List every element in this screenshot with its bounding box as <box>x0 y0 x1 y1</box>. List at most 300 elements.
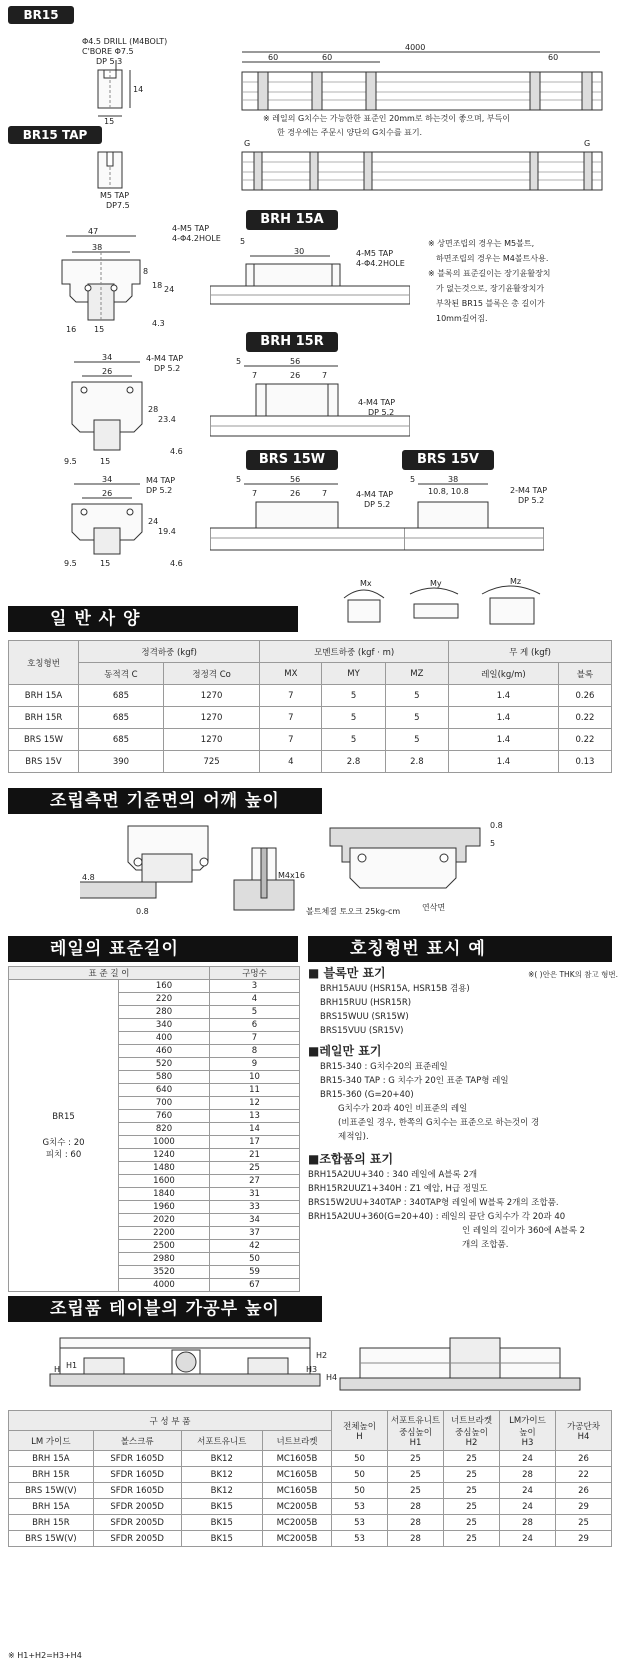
w-24: 24 <box>148 517 159 526</box>
machining-cell-h3: 28 <box>500 1467 556 1483</box>
naming-block-line: BRS15WUU (SR15W) <box>320 1012 409 1022</box>
a-hole2: 4-Φ4.2HOLE <box>356 259 405 268</box>
w-15: 15 <box>100 559 111 568</box>
naming-rail-title: ■레일만 표기 <box>308 1044 382 1058</box>
machining-row <box>9 1483 612 1499</box>
machining-cell-nut: MC2005B <box>262 1499 331 1515</box>
mach-h-total: 전체높이 <box>343 1421 376 1432</box>
shoulder-section-title: 조립측면 기준면의 어깨 높이 <box>8 788 322 814</box>
rail-std-holes: 12 <box>210 1097 300 1110</box>
naming-block-title: ■ 블록만 표기 <box>308 966 386 980</box>
machining-cell-lm: BRS 15W(V) <box>9 1483 94 1499</box>
w-46: 4.6 <box>170 559 183 568</box>
rail-std-h-holes: 구멍수 <box>210 967 300 980</box>
machining-cell-h4: 25 <box>556 1515 612 1531</box>
spec-cell-model: BRH 15A <box>9 685 79 707</box>
naming-block-line: BRS15VUU (SR15V) <box>320 1026 404 1036</box>
rail-pitch-c-label: 60 <box>548 53 559 62</box>
spec-cell-c: 685 <box>79 685 164 707</box>
spec-h-weight: 무 게 (kgf) <box>449 641 612 663</box>
w-26: 26 <box>102 489 113 498</box>
rail-std-holes: 50 <box>210 1253 300 1266</box>
rail-std-model: BR15 <box>52 1111 75 1122</box>
rail-note-line2: 한 경우에는 주문시 양단의 G치수를 표기. <box>277 128 423 137</box>
naming-combo-line: BRH15R2UUZ1+340H : Z1 예압, H급 정밀도 <box>308 1184 488 1194</box>
mach-h-lm: LM 가이드 <box>9 1431 94 1451</box>
v-dp: DP 5.2 <box>518 496 545 505</box>
rail-std-holes: 8 <box>210 1045 300 1058</box>
rail-std-holes: 9 <box>210 1058 300 1071</box>
machining-cell-h3: 28 <box>500 1515 556 1531</box>
sh-corner: 연삭면 <box>422 903 446 912</box>
naming-rail-line: BR15-340 TAP : G 치수가 20인 표준 TAP형 레일 <box>320 1076 509 1086</box>
r-26b: 26 <box>290 371 301 380</box>
w-7b: 7 <box>322 489 328 498</box>
rail-std-holes: 37 <box>210 1227 300 1240</box>
machining-cell-ball: SFDR 1605D <box>93 1451 181 1467</box>
machining-cell-sup: BK12 <box>181 1483 262 1499</box>
machining-cell-nut: MC2005B <box>262 1531 331 1547</box>
machining-cell-lm: BRH 15R <box>9 1515 94 1531</box>
br15-width-label: 15 <box>104 117 115 125</box>
rail-std-length: 640 <box>119 1084 210 1097</box>
mach-h-support: 서포트유니트 <box>181 1431 262 1451</box>
rail-std-length: 220 <box>119 993 210 1006</box>
machining-cell-h: 50 <box>332 1451 388 1467</box>
rail-std-length: 2020 <box>119 1214 210 1227</box>
rail-std-holes: 3 <box>210 980 300 993</box>
brs15w-tag: BRS 15W <box>246 450 338 470</box>
naming-rail-line: 제적임). <box>338 1132 369 1142</box>
spec-cell-c: 685 <box>79 729 164 751</box>
brs15w-side-view <box>210 474 410 556</box>
naming-combo-line: BRH15A2UU+340 : 340 레일에 A블록 2개 <box>308 1170 478 1180</box>
machining-row <box>9 1515 612 1531</box>
spec-cell-model: BRS 15V <box>9 751 79 773</box>
mach-h-sup3: H1 <box>409 1437 422 1448</box>
spec-cell-mx: 7 <box>260 729 322 751</box>
brs15w-side-tap-labels <box>356 490 393 510</box>
a-18: 18 <box>152 281 163 290</box>
br15-cbore-label: C'BORE Φ7.5 <box>82 47 134 56</box>
rail-std-length: 700 <box>119 1097 210 1110</box>
machining-cell-sup: BK15 <box>181 1515 262 1531</box>
brh15r-tag: BRH 15R <box>246 332 338 352</box>
w-34: 34 <box>102 475 113 484</box>
naming-rail-line: G치수가 20과 40인 비표준의 레일 <box>338 1104 468 1114</box>
w-tap: M4 TAP <box>146 476 176 485</box>
br15-drill-label: Φ4.5 DRILL (M4BOLT) <box>82 37 168 46</box>
spec-cell-co: 725 <box>163 751 259 773</box>
rail-std-holes: 33 <box>210 1201 300 1214</box>
machining-cell-h4: 26 <box>556 1483 612 1499</box>
mach-h-nb3: H2 <box>465 1437 478 1448</box>
brs15w-tap-labels <box>146 476 175 496</box>
spec-row <box>9 707 612 729</box>
r-15: 15 <box>100 457 111 466</box>
mach-h-left: H <box>54 1365 61 1374</box>
machining-cell-h2: 25 <box>444 1531 500 1547</box>
rail-std-length: 280 <box>119 1006 210 1019</box>
rail-std-holes: 4 <box>210 993 300 1006</box>
sh-08a: 0.8 <box>136 907 149 916</box>
spec-section-title: 일 반 사 양 <box>8 606 298 632</box>
naming-block-note: ※( )안은 THK의 참고 형번. <box>528 970 618 979</box>
rail-std-length: 3520 <box>119 1266 210 1279</box>
mach-h-ball: 볼스크류 <box>93 1431 181 1451</box>
brh-note-5: 10mm길어짐. <box>436 314 488 323</box>
rail-pitch-b-label: 60 <box>322 53 333 62</box>
rail-std-row <box>9 980 300 993</box>
spec-h-my: MY <box>322 663 385 685</box>
rail-g-left: G <box>244 139 251 148</box>
machining-cell-h: 50 <box>332 1483 388 1499</box>
spec-h-moment: 모멘트하중 (kgf · m) <box>260 641 449 663</box>
naming-combo-line: 개의 조합품. <box>462 1240 509 1250</box>
spec-row <box>9 729 612 751</box>
rail-pitch-a-label: 60 <box>268 53 279 62</box>
machining-cell-h2: 25 <box>444 1451 500 1467</box>
sh-5: 5 <box>490 839 496 848</box>
r-dp2: DP 5.2 <box>368 408 395 417</box>
brh-note-1: 하면조립의 경우는 M4볼트사용. <box>436 254 549 263</box>
sh-m4x16: M4x16 <box>278 871 305 880</box>
a-4: 4.3 <box>152 319 165 328</box>
spec-table <box>8 640 612 773</box>
machining-cell-ball: SFDR 1605D <box>93 1483 181 1499</box>
spec-cell-rail: 1.4 <box>449 707 559 729</box>
moment-icons <box>330 578 580 633</box>
machining-cell-nut: MC1605B <box>262 1451 331 1467</box>
machining-diagram <box>40 1328 600 1406</box>
w-56: 56 <box>290 475 301 484</box>
spec-cell-c: 390 <box>79 751 164 773</box>
rail-std-length: 4000 <box>119 1279 210 1292</box>
rail-std-length: 1000 <box>119 1136 210 1149</box>
r-46: 4.6 <box>170 447 183 456</box>
br15-tag: BR15 <box>8 6 74 24</box>
rail-std-section-title: 레일의 표준길이 <box>8 936 298 962</box>
w-26b: 26 <box>290 489 301 498</box>
mach-h-lmh2: 높이 <box>519 1427 536 1438</box>
naming-block-line: BRH15RUU (HSR15R) <box>320 998 412 1008</box>
brh-note-4: 부착된 BR15 블록은 총 길이가 <box>436 299 545 308</box>
naming-combo-line: 인 레일의 길이가 360에 A블록 2 <box>462 1226 586 1236</box>
rail-std-holes: 67 <box>210 1279 300 1292</box>
mach-h-lmh3: H3 <box>521 1437 534 1448</box>
machining-row <box>9 1499 612 1515</box>
r-26: 26 <box>102 367 113 376</box>
machining-table <box>8 1410 612 1547</box>
rail-std-holes: 31 <box>210 1188 300 1201</box>
machining-cell-h2: 25 <box>444 1483 500 1499</box>
mach-h-nb2: 중심높이 <box>455 1427 488 1438</box>
machining-cell-lm: BRH 15R <box>9 1467 94 1483</box>
r-34: 34 <box>102 353 113 362</box>
spec-cell-mx: 7 <box>260 685 322 707</box>
spec-cell-block: 0.13 <box>558 751 611 773</box>
rail-std-holes: 7 <box>210 1032 300 1045</box>
machining-cell-h1: 28 <box>388 1515 444 1531</box>
rail-g-right: G <box>584 139 591 148</box>
a-24: 24 <box>164 285 175 294</box>
a-47: 47 <box>88 227 99 236</box>
a-hole: 4-Φ4.2HOLE <box>172 234 221 243</box>
rail-std-g: G치수 : 20 <box>42 1137 85 1148</box>
spec-h-rail: 레일(kg/m) <box>449 663 559 685</box>
brh15a-side-view <box>210 234 410 314</box>
rail-std-length: 2980 <box>119 1253 210 1266</box>
my-label: My <box>430 579 442 588</box>
shoulder-diagram <box>80 818 600 928</box>
br15-height-label: 14 <box>133 85 144 94</box>
mach-h-nut: 너트브라켓 <box>262 1431 331 1451</box>
rail-std-pitch: 피치 : 60 <box>45 1149 82 1160</box>
machining-cell-nut: MC1605B <box>262 1483 331 1499</box>
rail-std-h-len: 표 준 길 이 <box>9 967 210 980</box>
rail-std-table <box>8 966 300 1292</box>
r-7b: 7 <box>322 371 328 380</box>
mach-h4: H4 <box>326 1373 338 1382</box>
machining-cell-h1: 28 <box>388 1531 444 1547</box>
br15-dp-label: DP 5.3 <box>96 57 123 66</box>
machining-cell-h1: 25 <box>388 1451 444 1467</box>
brh15a-side-tap-labels <box>356 249 405 269</box>
rail-std-holes: 25 <box>210 1162 300 1175</box>
brh15a-tag: BRH 15A <box>246 210 338 230</box>
r-95: 9.5 <box>64 457 77 466</box>
v-tap: 2-M4 TAP <box>510 486 548 495</box>
spec-cell-mz: 2.8 <box>385 751 448 773</box>
rail-std-length: 2500 <box>119 1240 210 1253</box>
brs15v-tap-labels <box>510 486 547 506</box>
rail-std-length: 1960 <box>119 1201 210 1214</box>
mach-h-step2: H4 <box>577 1431 590 1442</box>
machining-cell-sup: BK12 <box>181 1467 262 1483</box>
spec-h-mx: MX <box>260 663 322 685</box>
spec-cell-co: 1270 <box>163 707 259 729</box>
rail-std-holes: 14 <box>210 1123 300 1136</box>
rail-std-length: 1240 <box>119 1149 210 1162</box>
machining-cell-nut: MC1605B <box>262 1467 331 1483</box>
brh-notes <box>428 236 618 326</box>
spec-cell-rail: 1.4 <box>449 729 559 751</box>
spec-cell-my: 5 <box>322 707 385 729</box>
machining-row <box>9 1467 612 1483</box>
machining-cell-h1: 25 <box>388 1467 444 1483</box>
machining-cell-lm: BRH 15A <box>9 1499 94 1515</box>
machining-cell-h3: 24 <box>500 1531 556 1547</box>
rail-std-length: 400 <box>119 1032 210 1045</box>
rail-std-holes: 21 <box>210 1149 300 1162</box>
spec-cell-rail: 1.4 <box>449 685 559 707</box>
sh-48: 4.8 <box>82 873 95 882</box>
brh-note-0: ※ 상면조립의 경우는 M5볼트, <box>428 239 535 248</box>
rail-std-holes: 59 <box>210 1266 300 1279</box>
rail-std-length: 820 <box>119 1123 210 1136</box>
spec-cell-block: 0.22 <box>558 707 611 729</box>
spec-cell-model: BRS 15W <box>9 729 79 751</box>
spec-h-model: 호칭형번 <box>9 641 79 685</box>
mach-h-parts: 구 성 부 품 <box>9 1411 332 1431</box>
spec-h-load: 정격하중 (kgf) <box>79 641 260 663</box>
rail-std-holes: 5 <box>210 1006 300 1019</box>
spec-h-block: 블록 <box>558 663 611 685</box>
machining-cell-sup: BK12 <box>181 1451 262 1467</box>
a-16: 16 <box>66 325 77 334</box>
a-side-5a: 5 <box>240 237 246 246</box>
rail-std-length: 1840 <box>119 1188 210 1201</box>
rail-std-length: 1600 <box>119 1175 210 1188</box>
a-side-30: 30 <box>294 247 305 256</box>
r-7a: 7 <box>252 371 258 380</box>
rail-std-length: 520 <box>119 1058 210 1071</box>
machining-cell-nut: MC2005B <box>262 1515 331 1531</box>
mach-h-step: 가공단차 <box>567 1421 600 1432</box>
r-dp: DP 5.2 <box>154 364 181 373</box>
sh-08b: 0.8 <box>490 821 503 830</box>
naming-rail-line: (비표준일 경우, 한쪽의 G치수는 표준으로 하는것이 경 <box>338 1118 540 1128</box>
spec-cell-my: 5 <box>322 729 385 751</box>
mach-h-lmh: LM가이드 <box>509 1415 546 1426</box>
a-tap: 4-M5 TAP <box>172 224 210 233</box>
br15tap-rail-section <box>60 148 150 210</box>
machining-cell-h: 53 <box>332 1531 388 1547</box>
rail-std-holes: 34 <box>210 1214 300 1227</box>
machining-cell-lm: BRS 15W(V) <box>9 1531 94 1547</box>
a-tap2: 4-M5 TAP <box>356 249 394 258</box>
spec-cell-mz: 5 <box>385 685 448 707</box>
mx-label: Mx <box>360 579 372 588</box>
spec-cell-my: 5 <box>322 685 385 707</box>
brh15r-side-tap-labels <box>358 398 395 418</box>
machining-cell-ball: SFDR 2005D <box>93 1531 181 1547</box>
machining-row <box>9 1451 612 1467</box>
naming-rail-line: BR15-340 : G치수20의 표준레일 <box>320 1062 448 1072</box>
machining-cell-h2: 25 <box>444 1515 500 1531</box>
spec-cell-rail: 1.4 <box>449 751 559 773</box>
rail-std-length: 1480 <box>119 1162 210 1175</box>
rail-std-holes: 10 <box>210 1071 300 1084</box>
machining-cell-h3: 24 <box>500 1451 556 1467</box>
machining-cell-h2: 25 <box>444 1467 500 1483</box>
machining-cell-ball: SFDR 1605D <box>93 1467 181 1483</box>
a-15: 15 <box>94 325 105 334</box>
r-5: 5 <box>236 357 242 366</box>
naming-block <box>308 966 618 1252</box>
spec-h-stat: 정정격 Co <box>163 663 259 685</box>
spec-cell-model: BRH 15R <box>9 707 79 729</box>
machining-cell-h: 53 <box>332 1515 388 1531</box>
machining-cell-lm: BRH 15A <box>9 1451 94 1467</box>
v-38: 38 <box>448 475 459 484</box>
a-8: 8 <box>143 267 149 276</box>
v-5: 5 <box>410 475 416 484</box>
spec-cell-mz: 5 <box>385 707 448 729</box>
machining-cell-h4: 29 <box>556 1531 612 1547</box>
br15-rail-section <box>60 30 190 125</box>
naming-section-title: 호칭형번 표시 예 <box>308 936 612 962</box>
rail-std-length: 160 <box>119 980 210 993</box>
br15tap-tag: BR15 TAP <box>8 126 102 144</box>
spec-cell-c: 685 <box>79 707 164 729</box>
naming-block-line: BRH15AUU (HSR15A, HSR15B 겸용) <box>320 984 470 994</box>
rail-std-holes: 6 <box>210 1019 300 1032</box>
rail-std-model-cell <box>9 980 119 1292</box>
spec-cell-my: 2.8 <box>322 751 385 773</box>
spec-cell-mx: 4 <box>260 751 322 773</box>
naming-combo-title: ■조합품의 표기 <box>308 1152 394 1166</box>
mach-h-sup2: 중심높이 <box>399 1427 432 1438</box>
rail-std-length: 460 <box>119 1045 210 1058</box>
machining-section-title: 조립품 테이블의 가공부 높이 <box>8 1296 322 1322</box>
sh-bolt: 볼트체결 토오크 25kg-cm <box>306 907 401 916</box>
rail-length-label: 4000 <box>405 43 426 52</box>
rail-std-holes: 27 <box>210 1175 300 1188</box>
spec-row <box>9 685 612 707</box>
w-194: 19.4 <box>158 527 176 536</box>
r-28: 28 <box>148 405 159 414</box>
naming-combo-line: BRS15W2UU+340TAP : 340TAP형 레일에 W블록 2개의 조합품. <box>308 1198 559 1208</box>
spec-h-mz: MZ <box>385 663 448 685</box>
r-234: 23.4 <box>158 415 176 424</box>
w-dp: DP 5.2 <box>146 486 173 495</box>
spec-h-dyn: 동적격 C <box>79 663 164 685</box>
rail-g-note <box>263 112 613 140</box>
brh-note-2: ※ 블록의 표준길이는 장기윤활장치 <box>428 269 551 278</box>
machining-cell-h3: 24 <box>500 1499 556 1515</box>
brs15v-tag: BRS 15V <box>402 450 494 470</box>
spec-row <box>9 751 612 773</box>
v-108: 10.8, 10.8 <box>428 487 469 496</box>
br15tap-m5-label: M5 TAP <box>100 191 130 200</box>
machining-cell-h4: 26 <box>556 1451 612 1467</box>
machining-cell-ball: SFDR 2005D <box>93 1499 181 1515</box>
rail-std-holes: 13 <box>210 1110 300 1123</box>
r-56: 56 <box>290 357 301 366</box>
w-5: 5 <box>236 475 242 484</box>
rail-std-length: 760 <box>119 1110 210 1123</box>
machining-cell-h2: 25 <box>444 1499 500 1515</box>
rail-note-line1: ※ 레일의 G치수는 가능한한 표준인 20mm로 하는것이 좋으며, 부득이 <box>263 114 511 123</box>
brh-note-3: 가 없는것으로, 장기윤활장치가 <box>436 284 545 293</box>
brh15r-tap-labels <box>146 354 183 374</box>
mach-h1: H1 <box>66 1361 78 1370</box>
r-tap2: 4-M4 TAP <box>358 398 396 407</box>
rail-std-length: 2200 <box>119 1227 210 1240</box>
machining-cell-h4: 22 <box>556 1467 612 1483</box>
machining-cell-h3: 24 <box>500 1483 556 1499</box>
w-tap2: 4-M4 TAP <box>356 490 394 499</box>
mach-h2: H2 <box>316 1351 328 1360</box>
rail-std-length: 580 <box>119 1071 210 1084</box>
br15tap-dp-label: DP7.5 <box>106 201 130 210</box>
mach-h3: H3 <box>306 1365 318 1374</box>
rail-std-length: 340 <box>119 1019 210 1032</box>
spec-cell-co: 1270 <box>163 729 259 751</box>
rail-std-holes: 42 <box>210 1240 300 1253</box>
naming-rail-line: BR15-360 (G=20+40) <box>320 1090 414 1100</box>
mz-label: Mz <box>510 578 522 586</box>
machining-cell-sup: BK15 <box>181 1499 262 1515</box>
machining-row <box>9 1531 612 1547</box>
machining-cell-h1: 25 <box>388 1483 444 1499</box>
machining-cell-ball: SFDR 2005D <box>93 1515 181 1531</box>
mach-h-total2: H <box>356 1431 363 1442</box>
machining-cell-h: 53 <box>332 1499 388 1515</box>
w-dp2: DP 5.2 <box>364 500 391 509</box>
mach-h-sup: 서포트유니트 <box>390 1415 441 1426</box>
